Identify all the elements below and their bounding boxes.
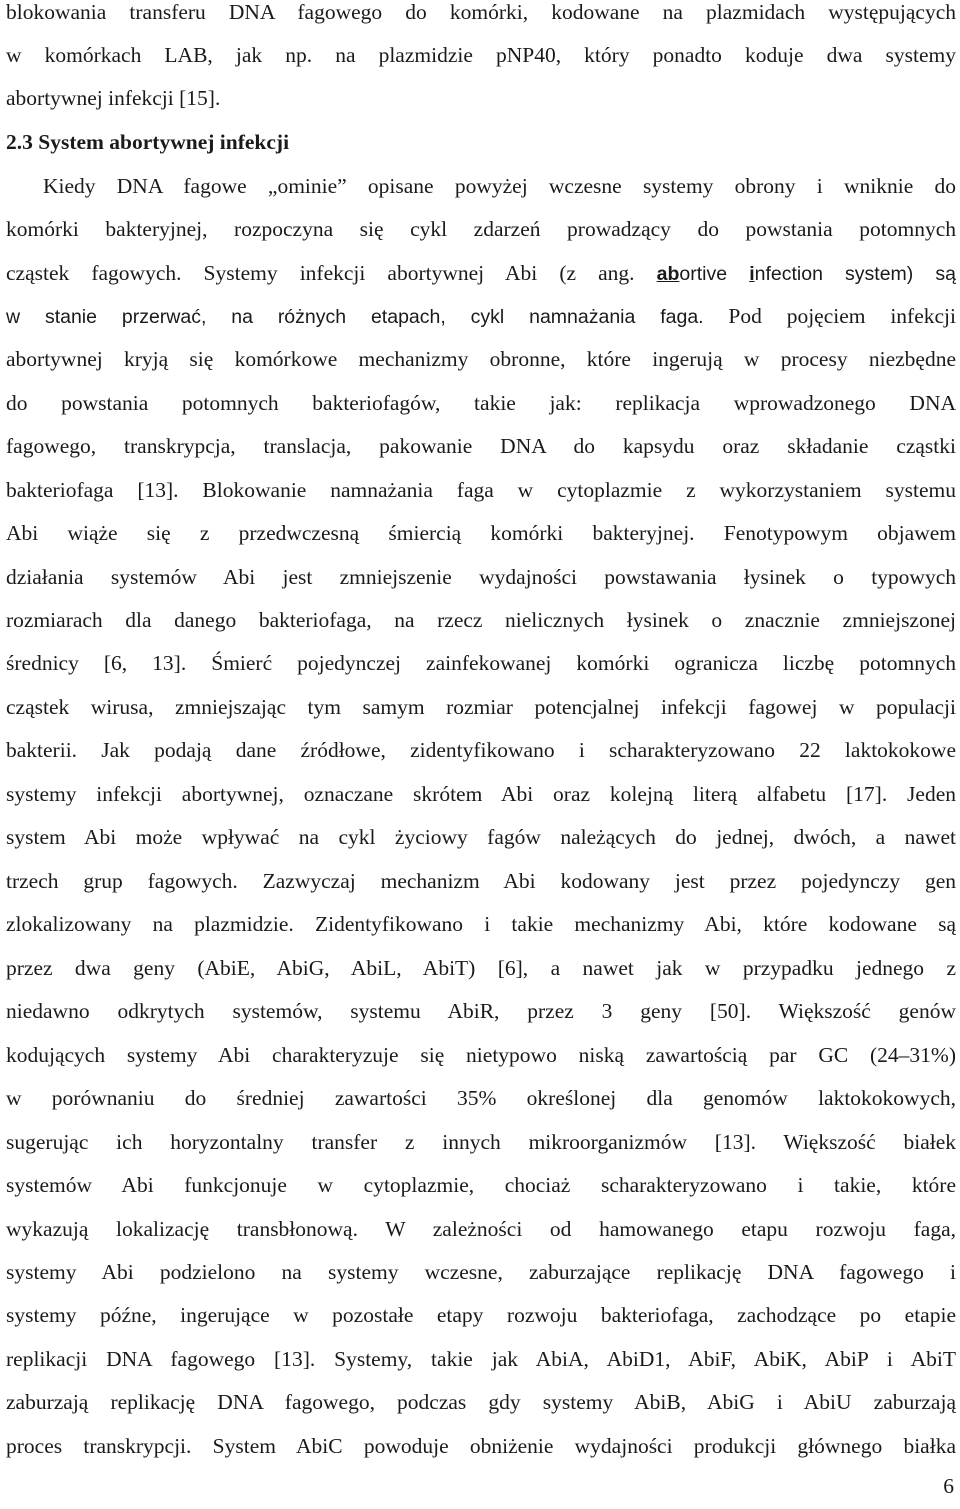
text-line: bakterii. Jak podają dane źródłowe, zidentyfikowano i scharakteryzowano 22 laktokokowe bbox=[6, 738, 956, 762]
text-line: rozmiarach dla danego bakteriofaga, na rzecz nielicznych łysinek o znacznie zmniejszonej bbox=[6, 608, 956, 632]
text-line: Abi wiąże się z przedwczesną śmiercią komórki bakteryjnej. Fenotypowym objawem bbox=[6, 521, 956, 545]
text-line: kodujących systemy Abi charakteryzuje się nietypowo niską zawartością par GC (24–31%) bbox=[6, 1043, 956, 1067]
text-line: niedawno odkrytych systemów, systemu AbiR, przez 3 geny [50]. Większość genów bbox=[6, 999, 956, 1023]
text-segment: Pod pojęciem infekcji bbox=[703, 304, 956, 328]
text-line: Kiedy DNA fagowe „ominie” opisane powyżej wczesne systemy obrony i wniknie do bbox=[43, 174, 956, 198]
text-line: w porównaniu do średniej zawartości 35% określonej dla genomów laktokokowych, bbox=[6, 1086, 956, 1110]
text-line: w komórkach LAB, jak np. na plazmidzie pNP40, który ponadto koduje dwa systemy bbox=[6, 43, 956, 67]
text-line: systemy infekcji abortywnej, oznaczane skrótem Abi oraz kolejną literą alfabetu [17]. Jeden bbox=[6, 782, 956, 806]
text-line: systemów Abi funkcjonuje w cytoplazmie, chociaż scharakteryzowano i takie, które bbox=[6, 1173, 956, 1197]
text-line: do powstania potomnych bakteriofagów, takie jak: replikacja wprowadzonego DNA bbox=[6, 391, 956, 415]
text-line: cząstek wirusa, zmniejszając tym samym rozmiar potencjalnej infekcji fagowej w populacji bbox=[6, 695, 956, 719]
text-line bbox=[6, 298, 956, 334]
abbreviation-letters: i bbox=[749, 263, 755, 285]
text-line: system Abi może wpływać na cykl życiowy fagów należących do jednej, dwóch, a nawet bbox=[6, 825, 956, 849]
abortive-infection-term bbox=[657, 263, 956, 285]
text-line: komórki bakteryjnej, rozpoczyna się cykl zdarzeń prowadzący do powstania potomnych bbox=[6, 217, 956, 241]
text-line bbox=[6, 255, 956, 291]
text-line: blokowania transferu DNA fagowego do komórki, kodowane na plazmidach występujących bbox=[6, 0, 956, 24]
text-line: fagowego, transkrypcja, translacja, pakowanie DNA do kapsydu oraz składanie cząstki bbox=[6, 434, 956, 458]
text-line: trzech grup fagowych. Zazwyczaj mechanizm Abi kodowany jest przez pojedynczy gen bbox=[6, 869, 956, 893]
text-line: abortywnej infekcji [15]. bbox=[6, 86, 221, 110]
text-line: średnicy [6, 13]. Śmierć pojedynczej zainfekowanej komórki ogranicza liczbę potomnych bbox=[6, 651, 956, 675]
text-segment: cząstek fagowych. Systemy infekcji abortywnej Abi (z ang. bbox=[6, 261, 657, 285]
text-line: systemy Abi podzielono na systemy wczesne, zaburzające replikację DNA fagowego i bbox=[6, 1260, 956, 1284]
section-heading: 2.3 System abortywnej infekcji bbox=[6, 130, 290, 154]
text-line: abortywnej kryją się komórkowe mechanizmy obronne, które ingerują w procesy niezbędne bbox=[6, 347, 956, 371]
text-segment: w stanie przerwać, na różnych etapach, cykl namnażania faga. bbox=[6, 306, 704, 328]
text-line: zaburzają replikację DNA fagowego, podczas gdy systemy AbiB, AbiG i AbiU zaburzają bbox=[6, 1390, 956, 1414]
page-number: 6 bbox=[943, 1474, 954, 1498]
text-line: działania systemów Abi jest zmniejszenie wydajności powstawania łysinek o typowych bbox=[6, 565, 956, 589]
text-segment: ortive bbox=[679, 263, 750, 285]
text-line: zlokalizowany na plazmidzie. Zidentyfikowano i takie mechanizmy Abi, które kodowane są bbox=[6, 912, 956, 936]
text-line: bakteriofaga [13]. Blokowanie namnażania faga w cytoplazmie z wykorzystaniem systemu bbox=[6, 478, 956, 502]
text-line: wykazują lokalizację transbłonową. W zależności od hamowanego etapu rozwoju faga, bbox=[6, 1217, 956, 1241]
text-segment: nfection system) są bbox=[754, 263, 956, 285]
text-line: replikacji DNA fagowego [13]. Systemy, takie jak AbiA, AbiD1, AbiF, AbiK, AbiP i AbiT bbox=[6, 1347, 956, 1371]
text-line: przez dwa geny (AbiE, AbiG, AbiL, AbiT) [6], a nawet jak w przypadku jednego z bbox=[6, 956, 956, 980]
text-line: proces transkrypcji. System AbiC powoduje obniżenie wydajności produkcji głównego białka bbox=[6, 1434, 956, 1458]
abbreviation-letters: ab bbox=[656, 263, 680, 285]
text-line: sugerując ich horyzontalny transfer z innych mikroorganizmów [13]. Większość białek bbox=[6, 1130, 956, 1154]
text-line: systemy późne, ingerujące w pozostałe etapy rozwoju bakteriofaga, zachodzące po etapie bbox=[6, 1303, 956, 1327]
